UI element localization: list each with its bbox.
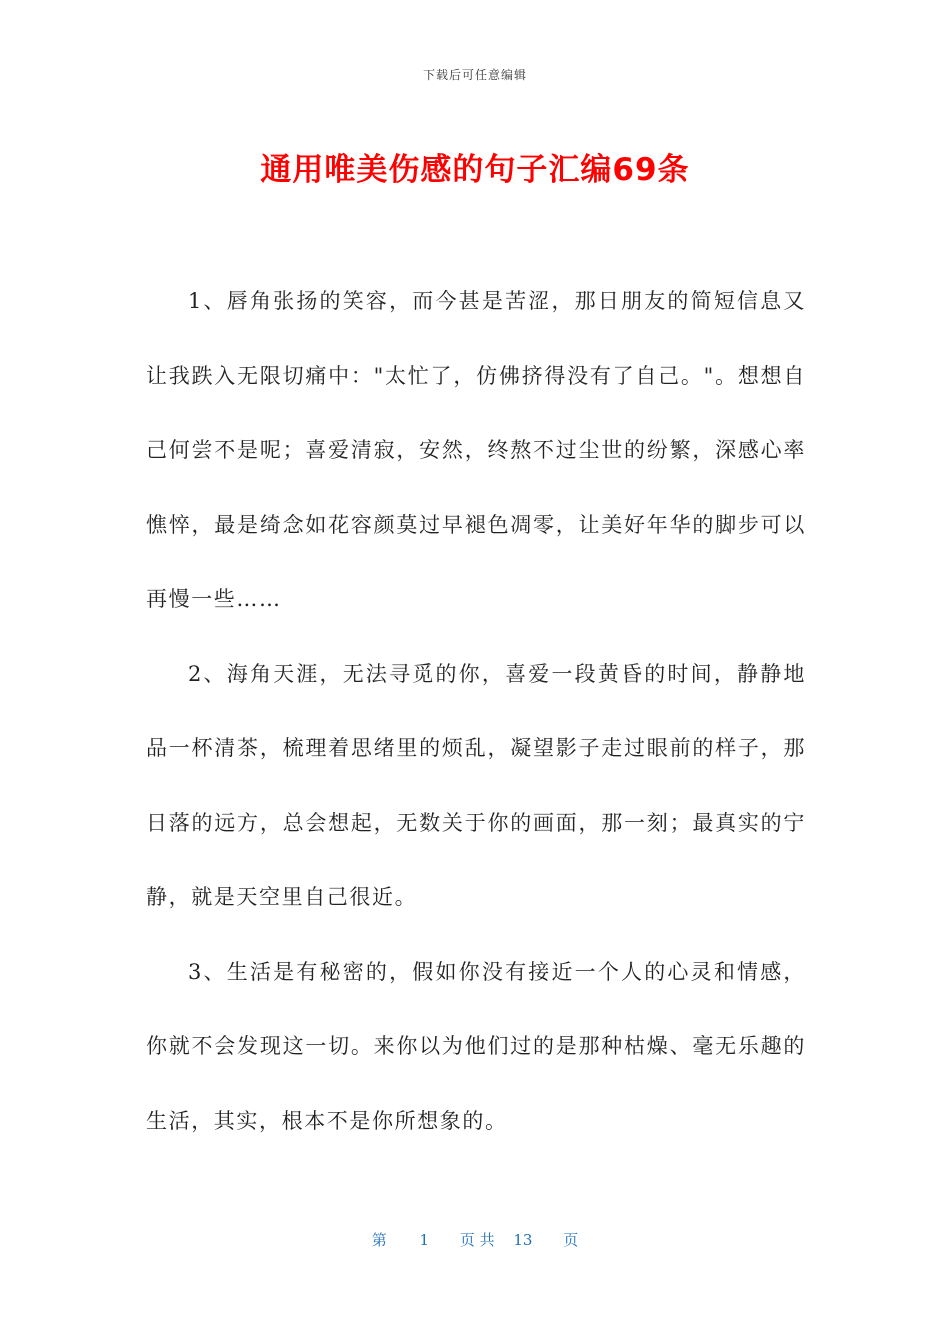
header-note: 下载后可任意编辑 xyxy=(422,68,527,82)
page-suffix: 页 xyxy=(563,1231,579,1249)
paragraph-2: 2、海角天涯，无法寻觅的你，喜爱一段黄昏的时间，静静地品一杯清茶，梳理着思绪里的烦乱，凝望影子走过眼前的样子，那日落的远方，总会想起，无数关于你的画面，那一刻；最真实的宁静，就是天空里自己很近。 xyxy=(146,661,806,909)
page-prefix: 第 xyxy=(371,1231,387,1249)
paragraph-1: 1、唇角张扬的笑容，而今甚是苦涩，那日朋友的简短信息又让我跌入无限切痛中："太忙了，仿佛挤得没有了自己。"。想想自己何尝不是呢；喜爱清寂，安然，终熬不过尘世的纷繁，深感心率憔悴，最是绮念如花容颜莫过早褪色凋零，让美好年华的脚步可以再慢一些…… xyxy=(146,289,806,611)
page-mid: 页 共 xyxy=(459,1231,495,1249)
paragraph-3: 3、生活是有秘密的，假如你没有接近一个人的心灵和情感，你就不会发现这一切。来你以为他们过的是那种枯燥、毫无乐趣的生活，其实，根本不是你所想象的。 xyxy=(146,959,806,1133)
document-title: 通用唯美伤感的句子汇编69条 xyxy=(260,152,690,188)
page-current: 1 xyxy=(419,1231,430,1249)
page-total: 13 xyxy=(513,1231,533,1249)
page-number-footer xyxy=(0,1229,950,1250)
document-body xyxy=(146,264,806,1158)
